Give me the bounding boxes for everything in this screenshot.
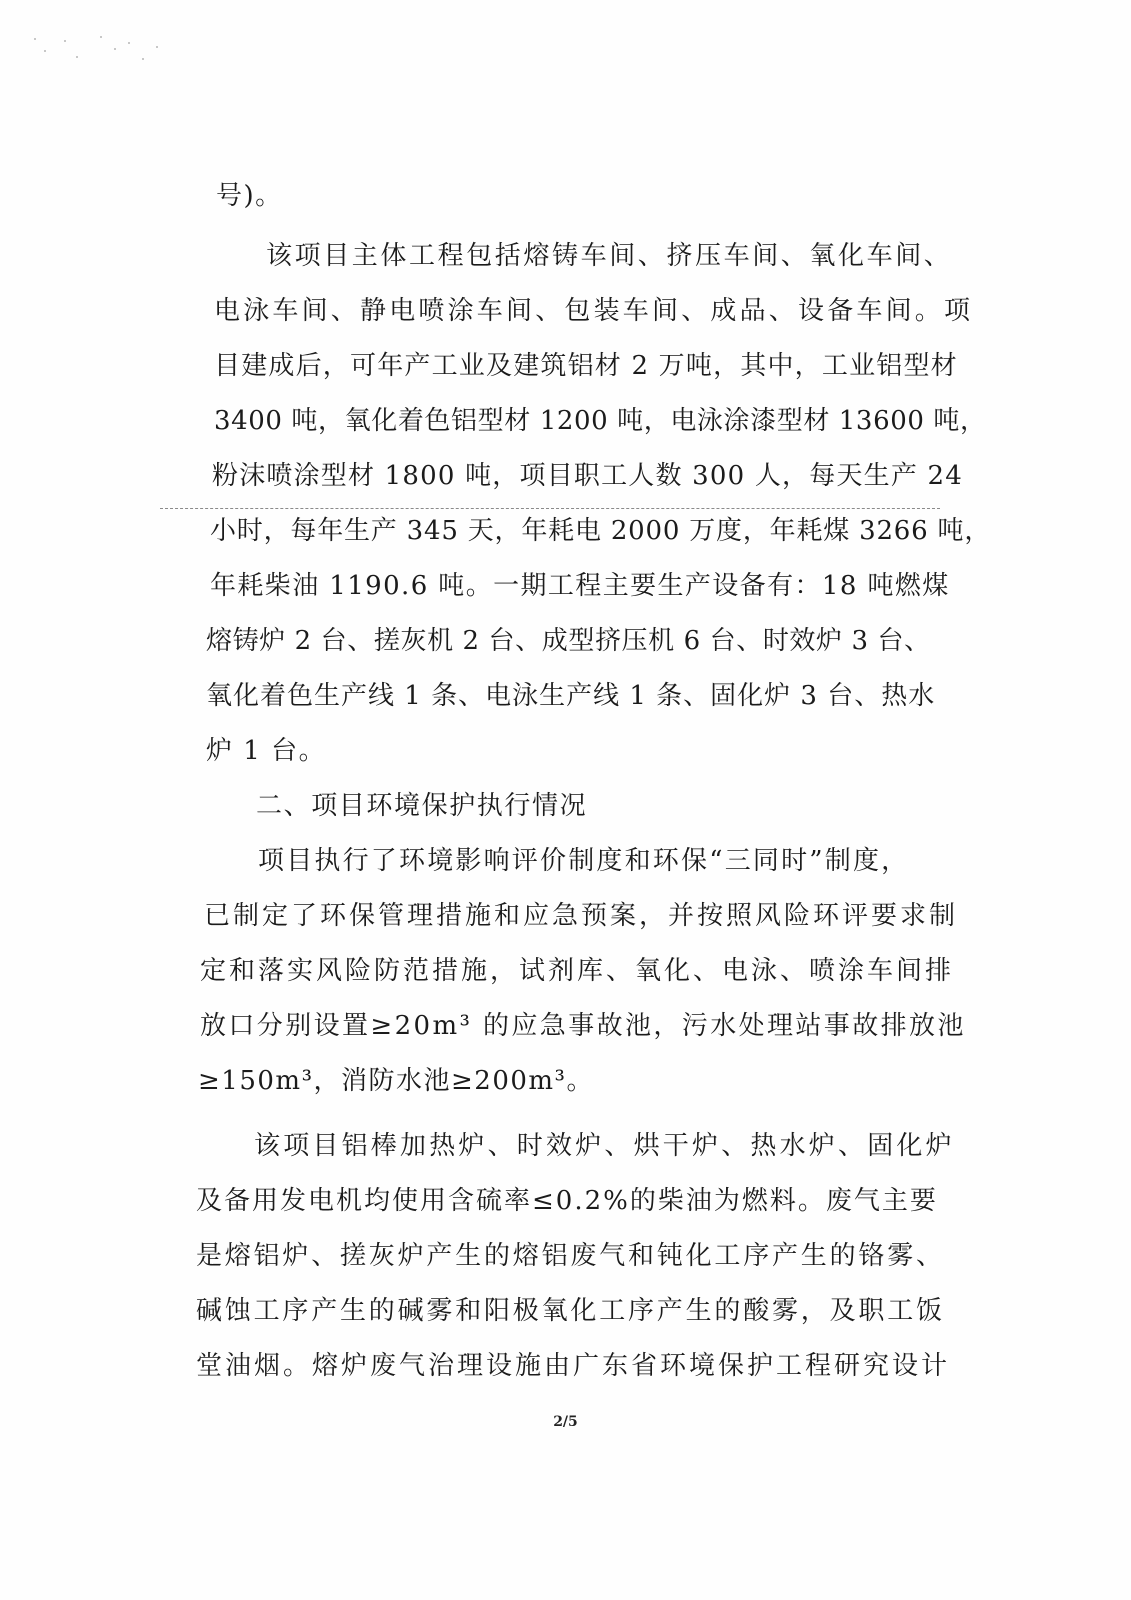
text-line: 放口分别设置≥20m³ 的应急事故池，污水处理站事故排放池 [200,1011,966,1041]
text-line: 年耗柴油 1190.6 吨。一期工程主要生产设备有：18 吨燃煤 [210,571,950,601]
text-line: 粉沫喷涂型材 1800 吨，项目职工人数 300 人，每天生产 24 [212,461,964,491]
text-line: 已制定了环保管理措施和应急预案，并按照风险环评要求制 [204,901,959,931]
text-line: 该项目铝棒加热炉、时效炉、烘干炉、热水炉、固化炉 [254,1131,955,1161]
text-line: 项目执行了环境影响评价制度和环保“三同时”制度， [258,846,910,876]
text-line: 小时，每年生产 345 天，年耗电 2000 万度，年耗煤 3266 吨， [210,516,992,546]
text-line: 熔铸炉 2 台、搓灰机 2 台、成型挤压机 6 台、时效炉 3 台、 [206,626,931,656]
text-line: 电泳车间、静电喷涂车间、包装车间、成品、设备车间。项 [214,296,974,326]
text-line: 定和落实风险防范措施，试剂库、氧化、电泳、喷涂车间排 [200,956,955,986]
text-line: 炉 1 台。 [206,736,327,766]
text-line: 堂油烟。熔炉废气治理设施由广东省环境保护工程研究设计 [196,1351,951,1381]
text-line: 号)。 [216,181,283,211]
text-line: 该项目主体工程包括熔铸车间、挤压车间、氧化车间、 [266,241,953,271]
text-line: 氧化着色生产线 1 条、电泳生产线 1 条、固化炉 3 台、热水 [206,681,936,711]
text-line: 目建成后，可年产工业及建筑铝材 2 万吨，其中，工业铝型材 [214,351,958,381]
text-line: 碱蚀工序产生的碱雾和阳极氧化工序产生的酸雾，及职工饭 [196,1296,945,1326]
text-line: ≥150m³，消防水池≥200m³。 [198,1066,594,1096]
scan-noise [30,28,170,68]
text-line: 及备用发电机均使用含硫率≤0.2%的柴油为燃料。废气主要 [196,1186,938,1216]
section-heading: 二、项目环境保护执行情况 [256,791,588,821]
text-line: 是熔铝炉、搓灰炉产生的熔铝废气和钝化工序产生的铬雾、 [196,1241,945,1271]
page-number: 2/5 [553,1414,578,1430]
text-line: 3400 吨，氧化着色铝型材 1200 吨，电泳涂漆型材 13600 吨， [214,406,987,436]
